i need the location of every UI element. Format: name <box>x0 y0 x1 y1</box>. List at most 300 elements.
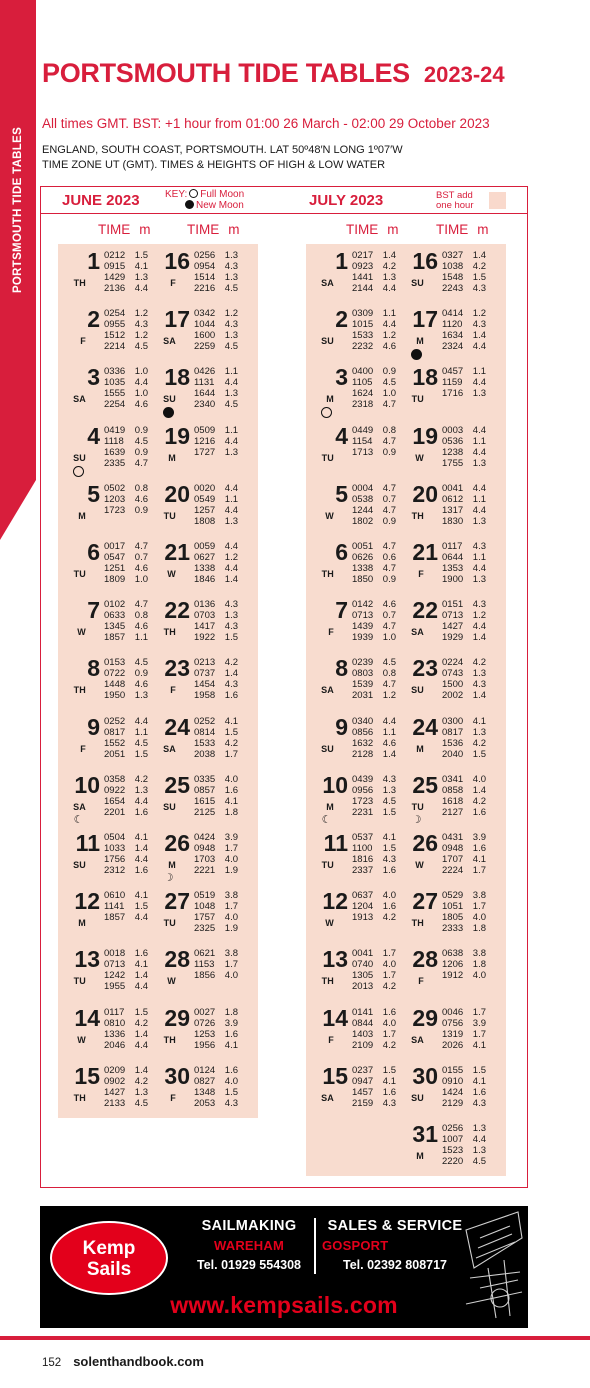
weekday-label: TH <box>163 1034 176 1045</box>
tide-row <box>442 574 486 585</box>
tide-row <box>352 377 396 388</box>
day-number: 20 <box>412 480 438 507</box>
advert-divider <box>314 1218 316 1274</box>
tide-row <box>194 610 238 621</box>
tide-time: 0256 <box>442 1123 464 1134</box>
tide-row <box>442 843 486 854</box>
tide-row <box>194 1040 238 1051</box>
tide-row <box>352 599 396 610</box>
tide-height: 1.6 <box>224 784 238 796</box>
tide-time: 1424 <box>442 1086 464 1098</box>
tide-row <box>194 716 238 727</box>
tide-row <box>104 901 148 912</box>
tide-row <box>194 865 238 876</box>
tide-time: 1857 <box>104 632 126 644</box>
tide-height: 1.5 <box>382 1064 396 1076</box>
tide-row <box>104 366 148 377</box>
tide-height: 4.5 <box>472 1156 486 1167</box>
tide-time: 1044 <box>194 319 216 331</box>
weekday-label: W <box>415 452 424 463</box>
bst-note-line2: one hour <box>436 200 474 211</box>
tide-row <box>194 541 238 552</box>
tide-time: 2127 <box>442 806 464 818</box>
tide-time: 1319 <box>442 1028 464 1040</box>
tide-height: 1.8 <box>224 1006 238 1018</box>
day-entry <box>150 890 260 950</box>
day-entry <box>398 480 508 543</box>
tide-height: 4.4 <box>472 563 486 574</box>
tide-time: 2220 <box>442 1156 464 1167</box>
day-number: 7 <box>335 597 348 624</box>
day-number: 28 <box>164 946 190 973</box>
tide-row <box>104 621 148 632</box>
full-moon-icon <box>321 407 332 418</box>
tide-row <box>104 807 148 818</box>
tide-time: 0335 <box>194 773 216 785</box>
tide-time: 2133 <box>104 1097 126 1109</box>
tide-time: 1548 <box>442 272 464 283</box>
tide-time: 1707 <box>442 854 464 865</box>
tide-height: 4.1 <box>472 1039 486 1051</box>
tide-row <box>104 854 148 865</box>
tide-height: 1.7 <box>382 970 396 982</box>
tide-row <box>194 447 238 458</box>
day-number: 25 <box>412 771 438 798</box>
tide-time: 0151 <box>442 599 464 611</box>
tide-list <box>442 599 486 643</box>
sidebar-title: PORTSMOUTH TIDE TABLES <box>12 126 24 294</box>
tide-time: 1417 <box>194 621 216 633</box>
tide-height: 4.0 <box>472 970 486 982</box>
tide-time: 1816 <box>352 854 374 865</box>
tide-time: 2038 <box>194 748 216 760</box>
day-number: 12 <box>322 888 348 915</box>
tide-row <box>104 494 148 505</box>
tide-height: 4.5 <box>224 341 238 353</box>
day-number: 18 <box>164 364 190 391</box>
tide-height: 4.7 <box>382 399 396 411</box>
tide-row <box>442 690 486 701</box>
tide-row <box>352 1076 396 1087</box>
weekday-label: M <box>416 336 424 347</box>
tide-row <box>442 599 486 610</box>
tide-row <box>194 890 238 901</box>
tide-height: 0.9 <box>382 446 396 458</box>
day-entry <box>150 948 260 1008</box>
tide-height: 4.7 <box>382 541 396 552</box>
day-number: 8 <box>87 655 100 682</box>
column-header <box>187 222 240 237</box>
tide-height: 4.2 <box>134 1017 148 1029</box>
tide-height: 4.2 <box>224 657 238 669</box>
tide-row <box>352 516 396 527</box>
tide-row <box>194 494 238 505</box>
tide-height: 4.4 <box>134 795 148 807</box>
day-entry <box>398 250 508 310</box>
tide-list <box>442 308 486 352</box>
tide-height: 4.7 <box>382 621 396 633</box>
tide-row <box>194 959 238 970</box>
tide-row <box>352 574 396 585</box>
tide-time: 0502 <box>104 482 126 494</box>
day-number: 16 <box>412 248 438 274</box>
tide-height: 1.4 <box>382 748 396 760</box>
tide-list <box>352 948 396 992</box>
tide-row <box>352 796 396 807</box>
tide-row <box>194 250 238 261</box>
tide-row <box>194 308 238 319</box>
tide-time: 0256 <box>194 250 216 261</box>
tide-row <box>194 377 238 388</box>
tide-height: 4.3 <box>382 773 396 785</box>
tide-row <box>104 388 148 399</box>
tide-time: 2243 <box>442 283 464 294</box>
tide-height: 1.1 <box>224 493 238 505</box>
tide-list <box>104 948 148 992</box>
weekday-label: SA <box>321 278 334 288</box>
tide-height: 4.4 <box>134 715 148 727</box>
tide-list <box>104 425 148 469</box>
tide-height: 1.2 <box>472 610 486 622</box>
tide-row <box>442 447 486 458</box>
day-number: 2 <box>335 306 348 333</box>
tide-height: 4.7 <box>382 482 396 494</box>
tide-row <box>194 552 238 563</box>
time-label: TIME <box>187 222 220 237</box>
tide-list <box>104 657 148 701</box>
tide-list <box>104 483 148 516</box>
tide-time: 1500 <box>442 679 464 691</box>
tide-height: 4.0 <box>224 970 238 982</box>
tide-height: 4.2 <box>472 657 486 669</box>
tide-row <box>442 552 486 563</box>
tide-time: 2026 <box>442 1039 464 1051</box>
tide-row <box>442 854 486 865</box>
tide-height: 4.5 <box>134 1097 148 1109</box>
tide-time: 0633 <box>104 610 126 622</box>
tide-height: 4.4 <box>224 482 238 494</box>
tide-list <box>352 657 396 701</box>
tide-row <box>104 308 148 319</box>
tide-height: 4.3 <box>224 1097 238 1109</box>
first-quarter-moon-icon: ☽ <box>163 872 174 884</box>
weekday-label: F <box>418 569 424 579</box>
tide-time: 0923 <box>352 261 374 272</box>
tide-row <box>442 541 486 552</box>
day-entry <box>398 890 508 950</box>
day-number: 19 <box>164 422 190 449</box>
tide-row <box>442 458 486 469</box>
tide-row <box>352 541 396 552</box>
weekday-label: TU <box>163 918 176 929</box>
tide-list <box>442 1123 486 1167</box>
tide-height: 4.0 <box>382 959 396 971</box>
tide-height: 4.5 <box>224 399 238 411</box>
tide-height: 4.1 <box>382 1075 396 1087</box>
tide-row <box>104 1087 148 1098</box>
tide-height: 1.5 <box>224 1086 238 1098</box>
tide-height: 4.2 <box>382 912 396 924</box>
weekday-label: TH <box>73 278 86 288</box>
tide-height: 1.4 <box>134 970 148 982</box>
tide-row <box>104 785 148 796</box>
tide-time: 2040 <box>442 748 464 760</box>
tide-time: 1038 <box>442 261 464 272</box>
advert-url-link[interactable]: www.kempsails.com <box>170 1292 398 1318</box>
gosport-label: GOSPORT <box>322 1238 389 1253</box>
tide-list <box>104 1007 148 1051</box>
weekday-label: M <box>168 452 176 463</box>
tide-height: 1.4 <box>224 574 238 585</box>
tide-row <box>442 1029 486 1040</box>
weekday-label: TU <box>321 452 334 463</box>
tide-time: 1242 <box>104 970 126 982</box>
weekday-label: SU <box>411 1092 424 1103</box>
day-entry <box>398 1004 508 1067</box>
day-number: 23 <box>164 655 190 682</box>
day-number: 30 <box>164 1062 190 1089</box>
day-number: 10 <box>74 771 100 798</box>
day-number: 9 <box>87 713 100 740</box>
day-entry <box>150 1004 260 1067</box>
bst-swatch <box>489 192 506 209</box>
tide-height: 1.3 <box>382 272 396 283</box>
tide-row <box>352 425 396 436</box>
tide-row <box>352 447 396 458</box>
tide-row <box>104 632 148 643</box>
tide-height: 4.3 <box>224 261 238 272</box>
tide-height: 1.6 <box>472 843 486 854</box>
tide-height: 1.3 <box>472 668 486 680</box>
key-full-moon-label: Full Moon <box>200 189 245 200</box>
tide-row <box>352 399 396 410</box>
tide-time: 0252 <box>194 715 216 727</box>
tide-time: 1533 <box>352 330 374 342</box>
tide-height: 4.4 <box>382 319 396 331</box>
tide-height: 1.7 <box>382 948 396 960</box>
tide-row <box>352 621 396 632</box>
tide-row <box>442 1123 486 1134</box>
tide-time: 0519 <box>194 890 216 902</box>
tide-row <box>442 425 486 436</box>
metres-label: m <box>139 222 151 237</box>
tide-time: 2337 <box>352 865 374 876</box>
tide-row <box>194 341 238 352</box>
tide-time: 1035 <box>104 377 126 389</box>
tide-time: 0252 <box>104 715 126 727</box>
footer-rule <box>0 1336 590 1340</box>
tide-row <box>352 668 396 679</box>
tide-list <box>442 425 486 469</box>
tide-height: 1.6 <box>472 1086 486 1098</box>
tide-list <box>352 774 396 818</box>
tide-height: 1.3 <box>472 457 486 469</box>
day-entry <box>398 832 508 892</box>
location-line: ENGLAND, SOUTH COAST, PORTSMOUTH. LAT 50º48′N LONG 1º07′W <box>42 144 403 156</box>
day-number: 21 <box>164 539 190 565</box>
tide-height: 1.1 <box>472 493 486 505</box>
kemp-sails-advert[interactable] <box>40 1206 528 1328</box>
tide-height: 3.9 <box>224 1017 238 1029</box>
tide-time: 1929 <box>442 632 464 644</box>
day-entry <box>150 771 260 834</box>
tide-time: 0722 <box>104 668 126 680</box>
tide-time: 0638 <box>442 948 464 960</box>
tide-row <box>442 308 486 319</box>
weekday-label: M <box>326 394 334 405</box>
tide-row <box>352 494 396 505</box>
tide-row <box>442 1156 486 1167</box>
tide-time: 2051 <box>104 748 126 760</box>
tide-row <box>194 1029 238 1040</box>
tide-time: 0003 <box>442 424 464 436</box>
tide-list <box>442 483 486 527</box>
tide-row <box>104 1007 148 1018</box>
day-entry <box>398 599 508 659</box>
tide-row <box>104 458 148 469</box>
tide-time: 0810 <box>104 1017 126 1029</box>
tide-row <box>352 901 396 912</box>
weekday-label: TH <box>411 918 424 929</box>
tide-height: 4.3 <box>382 854 396 865</box>
tide-height: 1.3 <box>224 446 238 458</box>
tide-row <box>194 901 238 912</box>
weekday-label: W <box>167 976 176 987</box>
tide-height: 1.3 <box>472 1145 486 1156</box>
tide-time: 0844 <box>352 1017 374 1029</box>
day-number: 10 <box>322 771 348 798</box>
day-number: 26 <box>164 830 190 856</box>
tide-row <box>104 552 148 563</box>
tide-height: 3.9 <box>472 832 486 843</box>
tide-row <box>352 716 396 727</box>
tide-row <box>194 1065 238 1076</box>
tide-time: 1338 <box>352 563 374 574</box>
day-number: 14 <box>74 1004 100 1031</box>
tide-height: 4.2 <box>382 261 396 272</box>
tide-row <box>442 505 486 516</box>
tide-height: 1.9 <box>224 923 238 935</box>
tide-time: 0424 <box>194 832 216 843</box>
page-footer <box>42 1354 204 1369</box>
tide-time: 0956 <box>352 784 374 796</box>
tide-time: 1713 <box>352 446 374 458</box>
tide-height: 1.6 <box>224 690 238 702</box>
day-number: 3 <box>87 364 100 391</box>
tide-time: 0254 <box>104 308 126 320</box>
tide-row <box>104 1040 148 1051</box>
tide-height: 4.4 <box>224 435 238 447</box>
tide-list <box>442 774 486 818</box>
tide-height: 4.0 <box>472 773 486 785</box>
tide-height: 4.7 <box>134 541 148 552</box>
tide-time: 2144 <box>352 283 374 294</box>
tide-height: 4.4 <box>134 981 148 993</box>
tide-row <box>442 388 486 399</box>
tide-row <box>442 330 486 341</box>
tide-time: 2136 <box>104 283 126 294</box>
tide-row <box>352 843 396 854</box>
tide-height: 4.4 <box>382 715 396 727</box>
tide-time: 0224 <box>442 657 464 669</box>
tide-height: 1.3 <box>134 784 148 796</box>
tide-height: 1.3 <box>134 1086 148 1098</box>
day-number: 22 <box>164 597 190 624</box>
tide-row <box>442 901 486 912</box>
weekday-label: W <box>77 1034 86 1045</box>
tide-height: 1.0 <box>134 366 148 378</box>
gosport-block <box>320 1218 470 1272</box>
tide-time: 1830 <box>442 515 464 527</box>
tide-row <box>104 843 148 854</box>
tide-height: 4.4 <box>224 504 238 516</box>
day-number: 17 <box>412 306 438 333</box>
weekday-label: TH <box>411 510 424 521</box>
tide-row <box>442 610 486 621</box>
tide-row <box>352 749 396 760</box>
tide-row <box>442 912 486 923</box>
tide-height: 4.4 <box>134 283 148 294</box>
weekday-label: M <box>326 801 334 812</box>
day-number: 25 <box>164 771 190 798</box>
tide-height: 0.9 <box>134 446 148 458</box>
tide-time: 1457 <box>352 1086 374 1098</box>
weekday-label: W <box>325 510 334 521</box>
page-title <box>42 58 505 89</box>
page-title-text: PORTSMOUTH TIDE TABLES <box>42 58 410 88</box>
full-moon-icon <box>189 189 198 198</box>
tide-height: 1.1 <box>134 632 148 644</box>
weekday-label: F <box>170 1092 176 1103</box>
day-number: 13 <box>322 946 348 973</box>
tide-height: 4.6 <box>134 563 148 574</box>
tide-row <box>104 1065 148 1076</box>
tide-row <box>104 436 148 447</box>
tide-row <box>194 854 238 865</box>
weekday-label: TH <box>321 976 334 987</box>
tide-height: 3.9 <box>224 832 238 843</box>
weekday-label: F <box>170 278 176 288</box>
tide-list <box>352 1007 396 1051</box>
tide-height: 1.7 <box>224 748 238 760</box>
tide-row <box>104 483 148 494</box>
tide-list <box>104 774 148 818</box>
tide-time: 1632 <box>352 737 374 749</box>
day-entry <box>150 308 260 368</box>
bst-note <box>436 191 474 211</box>
tide-height: 4.0 <box>224 773 238 785</box>
weekday-label: F <box>328 1034 334 1045</box>
tide-time: 0726 <box>194 1017 216 1029</box>
tide-time: 2046 <box>104 1039 126 1051</box>
weekday-label: W <box>325 918 334 929</box>
day-number: 22 <box>412 597 438 624</box>
tide-time: 0703 <box>194 610 216 622</box>
tide-row <box>194 1007 238 1018</box>
tide-time: 2231 <box>352 806 374 818</box>
tide-row <box>352 948 396 959</box>
day-entry <box>398 657 508 717</box>
tide-time: 0637 <box>352 890 374 902</box>
tide-time: 1955 <box>104 981 126 993</box>
tide-height: 1.6 <box>224 1064 238 1076</box>
weekday-label: SA <box>411 627 424 638</box>
tide-row <box>442 366 486 377</box>
tide-row <box>194 319 238 330</box>
tide-time: 1439 <box>352 621 374 633</box>
tide-row <box>352 1087 396 1098</box>
weekday-label: TU <box>321 860 334 870</box>
